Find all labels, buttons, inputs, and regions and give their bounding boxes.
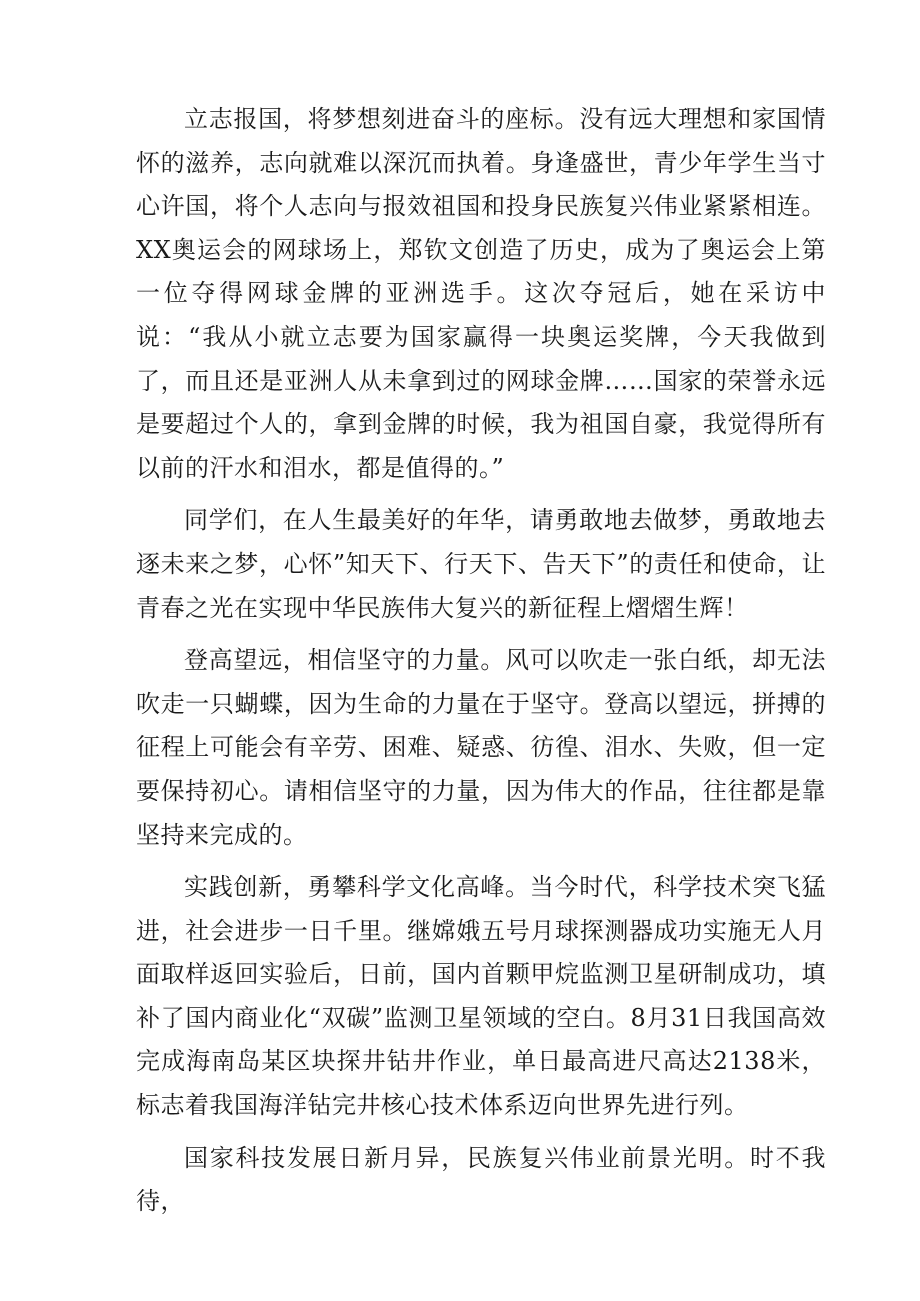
paragraph-perseverance: 登高望远，相信坚守的力量。风可以吹走一张白纸，却无法吹走一只蝴蝶，因为生命的力量在于坚守。登高以望远，拼搏的征程上可能会有辛劳、困难、疑惑、彷徨、泪水、失败，但一定要保持初心。请相信坚守的力量，因为伟大的作品，往往都是靠坚持来完成的。: [136, 646, 826, 849]
paragraph-students: 同学们，在人生最美好的年华，请勇敢地去做梦，勇敢地去逐未来之梦，心怀”知天下、行天下、告天下”的责任和使命，让青春之光在实现中华民族伟大复兴的新征程上熠熠生辉！: [136, 506, 826, 622]
document-page: [136, 98, 826, 1224]
paragraph-technology: 国家科技发展日新月异，民族复兴伟业前景光明。时不我待，: [136, 1143, 826, 1216]
paragraph-aspiration: 立志报国，将梦想刻进奋斗的座标。没有远大理想和家国情怀的滋养，志向就难以深沉而执着。身逢盛世，青少年学生当寸心许国，将个人志向与报效祖国和投身民族复兴伟业紧紧相连。XX奥运会的网球场上，郑钦文创造了历史，成为了奥运会上第一位夺得网球金牌的亚洲选手。这次夺冠后，她在采访中说：“我从小就立志要为国家赢得一块奥运奖牌，今天我做到了，而且还是亚洲人从未拿到过的网球金牌……国家的荣誉永远是要超过个人的，拿到金牌的时候，我为祖国自豪，我觉得所有以前的汗水和泪水，都是值得的。”: [136, 105, 826, 482]
paragraph-innovation: 实践创新，勇攀科学文化高峰。当今时代，科学技术突飞猛进，社会进步一日千里。继嫦娥五号月球探测器成功实施无人月面取样返回实验后，日前，国内首颗甲烷监测卫星研制成功，填补了国内商业化“双碳”监测卫星领域的空白。8月31日我国高效完成海南岛某区块探井钻井作业，单日最高进尺高达2138米，标志着我国海洋钻完井核心技术体系迈向世界先进行列。: [136, 873, 826, 1120]
